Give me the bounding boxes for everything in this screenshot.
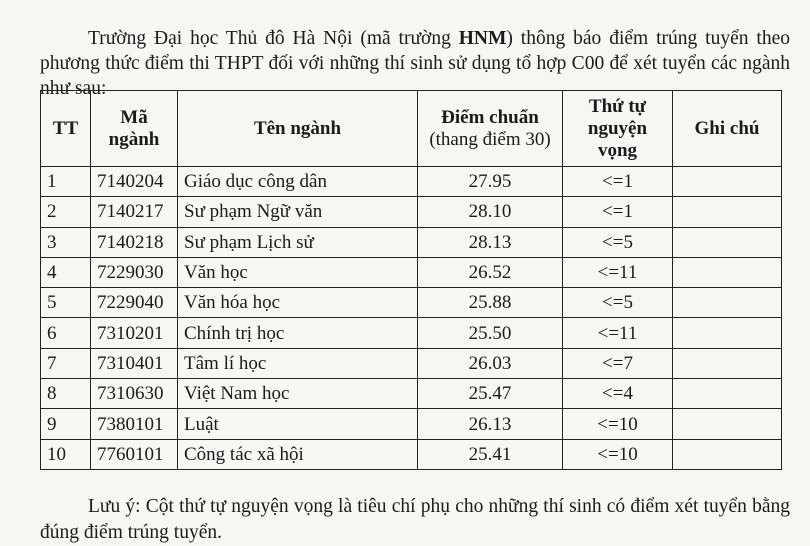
cell-ghi-chu xyxy=(673,167,782,197)
cell-thu-tu: <=10 xyxy=(563,439,673,469)
cell-tt: 5 xyxy=(41,288,91,318)
cell-diem-chuan: 27.95 xyxy=(418,167,563,197)
table-row xyxy=(41,318,782,348)
cell-ghi-chu xyxy=(673,409,782,439)
header-tt: TT xyxy=(41,91,91,167)
cell-ghi-chu xyxy=(673,288,782,318)
cell-ten-nganh: Chính trị học xyxy=(178,318,418,348)
table-row xyxy=(41,439,782,469)
cell-thu-tu: <=7 xyxy=(563,348,673,378)
cell-thu-tu: <=5 xyxy=(563,227,673,257)
cell-tt: 1 xyxy=(41,167,91,197)
table-header-row xyxy=(41,91,782,167)
cell-ma-nganh: 7380101 xyxy=(91,409,178,439)
table-row xyxy=(41,409,782,439)
header-ghi-chu: Ghi chú xyxy=(673,91,782,167)
cell-thu-tu: <=5 xyxy=(563,288,673,318)
header-diem-chuan-scale: (thang điểm 30) xyxy=(429,128,551,150)
cell-diem-chuan: 28.10 xyxy=(418,197,563,227)
table-row xyxy=(41,197,782,227)
cell-tt: 8 xyxy=(41,379,91,409)
cell-ma-nganh: 7760101 xyxy=(91,439,178,469)
cell-ma-nganh: 7140204 xyxy=(91,167,178,197)
cell-tt: 6 xyxy=(41,318,91,348)
cell-ghi-chu xyxy=(673,348,782,378)
table-row xyxy=(41,227,782,257)
cell-ghi-chu xyxy=(673,227,782,257)
cell-ghi-chu xyxy=(673,257,782,287)
cell-tt: 7 xyxy=(41,348,91,378)
note-paragraph: Lưu ý: Cột thứ tự nguyện vọng là tiêu chí phụ cho những thí sinh có điểm xét tuyển bằng đúng điểm trúng tuyển. xyxy=(40,495,790,543)
cell-tt: 10 xyxy=(41,439,91,469)
cell-ten-nganh: Công tác xã hội xyxy=(178,439,418,469)
cell-diem-chuan: 26.03 xyxy=(418,348,563,378)
header-ma-nganh: Mã ngành xyxy=(91,91,178,167)
cell-ten-nganh: Văn hóa học xyxy=(178,288,418,318)
cell-thu-tu: <=11 xyxy=(563,257,673,287)
cell-diem-chuan: 25.41 xyxy=(418,439,563,469)
cell-ten-nganh: Sư phạm Ngữ văn xyxy=(178,197,418,227)
table-row xyxy=(41,167,782,197)
cell-ma-nganh: 7310630 xyxy=(91,379,178,409)
header-thu-tu: Thứ tự nguyện vọng xyxy=(563,91,673,167)
school-code: HNM xyxy=(458,27,507,49)
cell-tt: 2 xyxy=(41,197,91,227)
admission-score-table xyxy=(40,90,782,470)
cell-tt: 9 xyxy=(41,409,91,439)
cell-ten-nganh: Sư phạm Lịch sử xyxy=(178,227,418,257)
cell-ghi-chu xyxy=(673,439,782,469)
cell-ma-nganh: 7140218 xyxy=(91,227,178,257)
cell-diem-chuan: 25.47 xyxy=(418,379,563,409)
cell-ghi-chu xyxy=(673,318,782,348)
cell-ten-nganh: Việt Nam học xyxy=(178,379,418,409)
intro-part-2: ) thông báo điểm trúng tuyển theo phương thức điểm thi THPT đối với những thí sinh sử dụng tổ hợp C00 để xét tuyển các ngành như sau: xyxy=(40,27,790,99)
cell-ma-nganh: 7140217 xyxy=(91,197,178,227)
header-diem-chuan-title: Điểm chuẩn xyxy=(441,106,539,128)
cell-ghi-chu xyxy=(673,379,782,409)
cell-tt: 4 xyxy=(41,257,91,287)
table-row xyxy=(41,288,782,318)
cell-tt: 3 xyxy=(41,227,91,257)
cell-thu-tu: <=4 xyxy=(563,379,673,409)
cell-ten-nganh: Luật xyxy=(178,409,418,439)
table-row xyxy=(41,257,782,287)
cell-ghi-chu xyxy=(673,197,782,227)
cell-diem-chuan: 25.50 xyxy=(418,318,563,348)
cell-ma-nganh: 7229040 xyxy=(91,288,178,318)
cell-diem-chuan: 25.88 xyxy=(418,288,563,318)
header-ten-nganh: Tên ngành xyxy=(178,91,418,167)
cell-ma-nganh: 7310401 xyxy=(91,348,178,378)
cell-diem-chuan: 26.52 xyxy=(418,257,563,287)
cell-thu-tu: <=10 xyxy=(563,409,673,439)
header-diem-chuan xyxy=(418,91,563,167)
cell-thu-tu: <=1 xyxy=(563,197,673,227)
table-row xyxy=(41,379,782,409)
intro-part-1: Trường Đại học Thủ đô Hà Nội (mã trường xyxy=(88,27,459,49)
cell-diem-chuan: 26.13 xyxy=(418,409,563,439)
cell-diem-chuan: 28.13 xyxy=(418,227,563,257)
cell-ten-nganh: Giáo dục công dân xyxy=(178,167,418,197)
cell-ma-nganh: 7229030 xyxy=(91,257,178,287)
cell-thu-tu: <=11 xyxy=(563,318,673,348)
cell-ma-nganh: 7310201 xyxy=(91,318,178,348)
table-row xyxy=(41,348,782,378)
cell-ten-nganh: Văn học xyxy=(178,257,418,287)
cell-ten-nganh: Tâm lí học xyxy=(178,348,418,378)
cell-thu-tu: <=1 xyxy=(563,167,673,197)
